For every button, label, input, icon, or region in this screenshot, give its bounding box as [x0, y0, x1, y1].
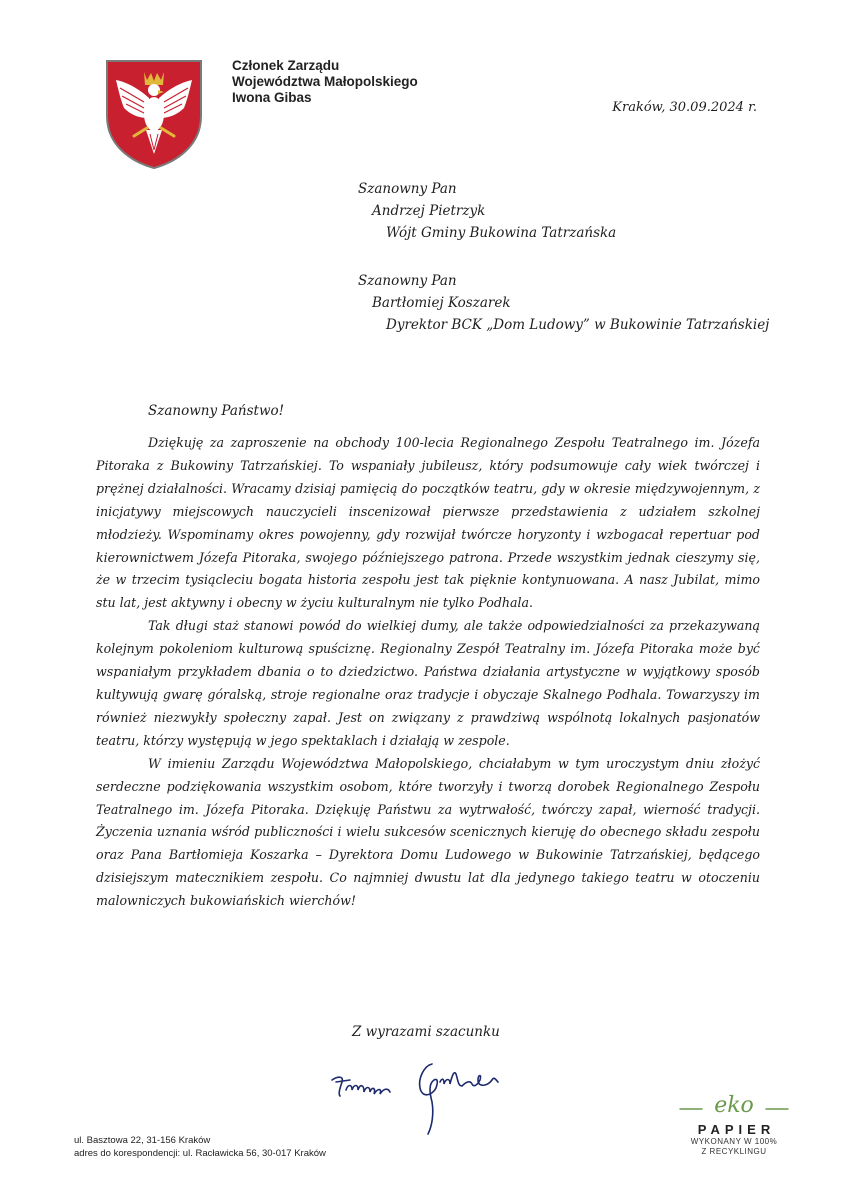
- sender-line-1: Członek Zarządu: [232, 58, 340, 73]
- sender-name: Iwona Gibas: [232, 90, 312, 105]
- recipient-greeting: Szanowny Pan: [358, 273, 457, 289]
- closing-phrase: Z wyrazami szacunku: [352, 1024, 500, 1040]
- recipient-title: Wójt Gminy Bukowina Tatrzańska: [386, 225, 617, 241]
- body-paragraph-3: W imieniu Zarządu Województwa Małopolskiego, chciałabym w tym uroczystym dniu złożyć serdeczne podziękowania wszystkim osobom, które tworzyły i tworzą dorobek Regionalnego Zespołu Teatralnego im. Józefa Pitoraka. Dziękuję Państwu za wytrwałość, twórczy zapał, wierność tradycji. Życzenia uznania wśród publiczności i wielu sukcesów scenicznych kieruję do obecnego składu zespołu oraz Pana Bartłomieja Koszarka – Dyrektora Domu Ludowego w Bukowinie Tatrzańskiej, będącego dzisiejszym matecznikiem zespołu. Co najmniej dwustu lat dla jedynego takiego teatru w otoczeniu malowniczych bukowiańskich wierchów!: [96, 755, 760, 909]
- sender-block: [232, 58, 418, 106]
- body-paragraph-2: Tak długi staż stanowi powód do wielkiej dumy, ale także odpowiedzialności za przekazywaną kolejnym pokoleniom kulturową spuściznę. Regionalny Zespół Teatralny im. Józefa Pitoraka może być wspaniałym przykładem dbania o to dziedzictwo. Państwa działania artystyczne w wyjątkowy sposób kultywują gwarę góralską, stroje regionalne oraz tradycje i obyczaje Skalnego Podhala. Towarzyszy im również niezwykły społeczny zapał. Jest on związany z prawdziwą wspólnotą lokalnych pasjonatów teatru, którzy występują w jego spektaklach i działają w zespole.: [96, 618, 760, 748]
- eko-logo-text: eko: [714, 1093, 754, 1118]
- eko-title: PAPIER: [697, 1122, 776, 1137]
- eko-subtitle-1: WYKONANY W 100%: [690, 1137, 778, 1146]
- letter-body: [96, 432, 760, 913]
- letter-date: Kraków, 30.09.2024 r.: [612, 100, 757, 115]
- recipient-name: Bartłomiej Koszarek: [372, 295, 511, 311]
- body-paragraph-1: Dziękuję za zaproszenie na obchody 100-lecia Regionalnego Zespołu Teatralnego im. Józefa Pitoraka z Bukowiny Tatrzańskiej. To wspaniały jubileusz, który podsumowuje cały wiek twórczej i prężnej działalności. Wracamy dzisiaj pamięcią do początków teatru, gdy w okresie międzywojennym, z inicjatywy miejscowych nauczycieli inscenizował pierwsze przedstawienia z udziałem szkolnej młodzieży. Wspominamy okres powojenny, gdy rozwijał twórcze horyzonty i wzbogacał repertuar pod kierownictwem Józefa Pitoraka, swojego późniejszego patrona. Przede wszystkim jednak cieszymy się, że w trzecim tysiącleciu bogata historia zespołu jest tak pięknie kontynuowana. A nasz Jubilat, mimo stu lat, jest aktywny i obecny w życiu kulturalnym nie tylko Podhala.: [96, 435, 760, 611]
- eko-logo-icon: [674, 1090, 794, 1120]
- salutation: Szanowny Państwo!: [148, 403, 285, 419]
- footer-address-line-2: adres do korespondencji: ul. Racławicka 56, 30-017 Kraków: [74, 1147, 326, 1159]
- eko-subtitle-2: Z RECYKLINGU: [701, 1147, 767, 1156]
- sender-line-2: Województwa Małopolskiego: [232, 74, 418, 89]
- eko-paper-badge: [672, 1090, 796, 1157]
- footer-address-line-1: ul. Basztowa 22, 31-156 Kraków: [74, 1135, 211, 1146]
- footer-address: [74, 1135, 326, 1160]
- recipient-greeting: Szanowny Pan: [358, 181, 457, 197]
- recipient-name: Andrzej Pietrzyk: [372, 203, 486, 219]
- coat-of-arms-icon: [104, 58, 204, 170]
- signature-icon: [328, 1052, 508, 1138]
- recipient-block-1: [358, 178, 616, 244]
- recipient-block-2: [358, 270, 769, 336]
- recipient-title: Dyrektor BCK „Dom Ludowy” w Bukowinie Tatrzańskiej: [386, 317, 770, 333]
